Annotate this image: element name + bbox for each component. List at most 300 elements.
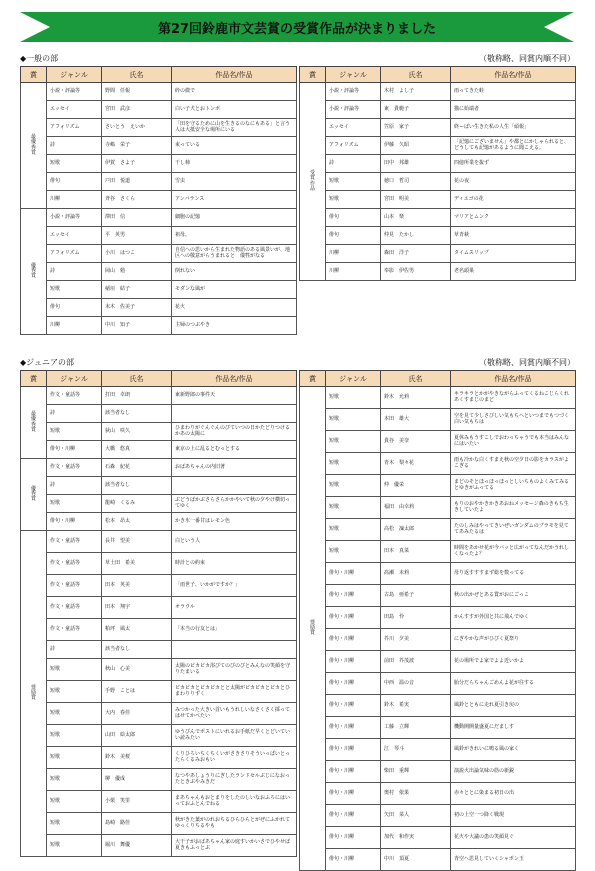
table-row: [300, 805, 576, 827]
work-cell: オラウル: [172, 597, 297, 619]
table-row: [300, 83, 576, 101]
col-award: 賞: [300, 67, 326, 83]
table-row: [300, 739, 576, 761]
award-cell: [300, 387, 326, 871]
table-row: [21, 245, 297, 263]
name-cell: 島崎 路佳: [102, 813, 172, 835]
name-cell: 堀川 舞優: [102, 835, 172, 857]
work-cell: 花火や大議の患の笑顔見ぐ: [451, 827, 576, 849]
genre-cell: 短歌: [326, 409, 381, 431]
table-row: [21, 747, 297, 769]
work-cell: 演説火出論気味の筋の新鋭: [451, 761, 576, 783]
table-row: [300, 629, 576, 651]
col-name: 氏名: [102, 371, 172, 387]
junior-section-header: [20, 357, 575, 369]
genre-cell: 俳句・川柳: [326, 849, 381, 871]
genre-cell: エッセイ: [47, 101, 102, 119]
work-cell: 風鈴とともに走れ夏引き戻の: [451, 695, 576, 717]
table-row: [300, 519, 576, 541]
table-row: [21, 513, 297, 531]
genre-cell: 俳句: [47, 299, 102, 317]
genre-cell: 俳句・川柳: [326, 629, 381, 651]
table-row: [300, 651, 576, 673]
name-cell: 長井 望美: [102, 531, 172, 553]
work-cell: [172, 405, 297, 423]
col-name: 氏名: [381, 67, 451, 83]
name-cell: 奥村 依果: [381, 783, 451, 805]
table-row: [300, 563, 576, 585]
name-cell: 該当者なし: [102, 477, 172, 495]
junior-section-note: （敬称略、同賞内順不同）: [479, 358, 575, 367]
table-header-row: [300, 371, 576, 387]
work-cell: キラキラとかがやきながらふってくるねこじらくれあくすまじのまど: [451, 387, 576, 409]
name-cell: 該当者なし: [102, 405, 172, 423]
genre-cell: 作文・童話等: [47, 553, 102, 575]
name-cell: 森田 洋子: [381, 245, 451, 263]
work-cell: 束っている: [172, 137, 297, 155]
table-header-row: [21, 371, 297, 387]
work-cell: 自信への思いから生まれた物語のある風景いが、地区への敬意がらうまれると 儀牲がなる: [172, 245, 297, 263]
table-row: [300, 827, 576, 849]
work-cell: アンバランス: [172, 191, 297, 209]
table-row: [21, 725, 297, 747]
genre-cell: アフォリズム: [47, 245, 102, 263]
work-cell: ひまわりがぐんぐんのびていつの日かたどりつけるかあの太陽に: [172, 423, 297, 441]
col-work: 作品名/作品: [451, 67, 576, 83]
genre-cell: 短歌: [47, 791, 102, 813]
table-row: [21, 119, 297, 137]
name-cell: 田本 真菜: [381, 541, 451, 563]
work-cell: 「雨世子、いかがですか？」: [172, 575, 297, 597]
work-cell: 雨も冷かな白くすまえ秋の空夕日の影をカラスがよこぎる: [451, 453, 576, 475]
work-cell: 時計との約束: [172, 553, 297, 575]
name-cell: 本田 雄大: [381, 409, 451, 431]
work-cell: 雪虫: [172, 173, 297, 191]
name-cell: 青木 梨々花: [381, 453, 451, 475]
genre-cell: 短歌: [47, 703, 102, 725]
work-cell: ディエゴの花: [451, 191, 576, 209]
work-cell: [172, 477, 297, 495]
name-cell: 大内 春佳: [102, 703, 172, 725]
table-row: [21, 263, 297, 281]
work-cell: 空を見て少しさびしい気もちへといつまでもつづく白い気もちは: [451, 409, 576, 431]
name-cell: 矢田 菜人: [381, 805, 451, 827]
genre-cell: 作文・童話等: [47, 597, 102, 619]
genre-cell: アフォリズム: [326, 137, 381, 155]
general-section-header: [20, 53, 575, 65]
general-section-label: ◆一般の部: [20, 54, 59, 63]
genre-cell: 短歌: [47, 155, 102, 173]
table-row: [21, 405, 297, 423]
name-cell: 伊藤 久昭: [381, 137, 451, 155]
work-cell: ピカピカとピカピカとと太陽がピカピカとピカとひまわりりずく: [172, 681, 297, 703]
table-row: [21, 681, 297, 703]
award-cell: [21, 83, 47, 209]
genre-cell: 短歌: [47, 747, 102, 769]
name-cell: 奉影 伊佐男: [381, 263, 451, 281]
genre-cell: エッセイ: [326, 119, 381, 137]
genre-cell: 短歌: [326, 453, 381, 475]
work-cell: 主婦のつぶやき: [172, 317, 297, 335]
work-cell: 「記憶にございません」や都とにかしゃられると、どうしても記憶があるように聞こえる。: [451, 137, 576, 155]
genre-cell: 短歌: [326, 173, 381, 191]
table-row: [21, 299, 297, 317]
genre-cell: 詩: [326, 155, 381, 173]
table-row: [21, 641, 297, 659]
work-cell: 白という人: [172, 531, 297, 553]
table-row: [21, 227, 297, 245]
work-cell: 秋の出かぜとある賞がおにごっこ: [451, 585, 576, 607]
table-row: [300, 137, 576, 155]
work-cell: なつやあしょうりにぎしたランドセルぶじになおったときぶやみきだ: [172, 769, 297, 791]
work-cell: 胎分だらちゃんごめんよ花が往する: [451, 673, 576, 695]
work-cell: 白い子犬とおトンボ: [172, 101, 297, 119]
table-row: [21, 531, 297, 553]
col-genre: ジャンル: [47, 67, 102, 83]
genre-cell: 詩: [47, 263, 102, 281]
junior-section-label: ◆ジュニアの部: [20, 358, 74, 367]
name-cell: 小川 はつこ: [102, 245, 172, 263]
work-cell: 干し柿: [172, 155, 297, 173]
name-cell: 仲 優栄: [381, 475, 451, 497]
table-row: [300, 783, 576, 805]
work-cell: 猫に始端者: [451, 101, 576, 119]
table-row: [300, 761, 576, 783]
work-cell: 「本当の行友とは」: [172, 619, 297, 641]
work-cell: 花の場所でよ家でよよ近いかよ: [451, 651, 576, 673]
genre-cell: 作文・童話等: [47, 459, 102, 477]
table-row: [21, 441, 297, 459]
name-cell: 末木 佐美子: [102, 299, 172, 317]
table-row: [21, 101, 297, 119]
work-cell: 太陽のピカピカ浴びてのびのびとみんなの笑顔を守りたまいる: [172, 659, 297, 681]
genre-cell: 俳句: [326, 209, 381, 227]
table-row: [300, 541, 576, 563]
table-row: [21, 769, 297, 791]
table-row: [21, 137, 297, 155]
genre-cell: 俳句・川柳: [47, 441, 102, 459]
work-cell: 雨ってきた蛙: [451, 83, 576, 101]
work-cell: 細胞の記憶: [172, 209, 297, 227]
name-cell: 工藤 立輝: [381, 717, 451, 739]
genre-cell: 短歌: [326, 497, 381, 519]
name-cell: 笠原 家子: [381, 119, 451, 137]
genre-cell: 詩: [47, 641, 102, 659]
genre-cell: 俳句・川柳: [326, 673, 381, 695]
work-cell: 祖母。: [172, 227, 297, 245]
col-name: 氏名: [102, 67, 172, 83]
genre-cell: 短歌: [326, 191, 381, 209]
genre-cell: 詩: [47, 137, 102, 155]
table-row: [300, 695, 576, 717]
table-row: [21, 83, 297, 101]
name-cell: 岡山 勉: [102, 263, 172, 281]
table-row: [300, 119, 576, 137]
genre-cell: 作文・童話等: [47, 531, 102, 553]
col-genre: ジャンル: [326, 371, 381, 387]
name-cell: 柴田 重輝: [381, 761, 451, 783]
work-cell: モダンな風が: [172, 281, 297, 299]
genre-cell: 短歌: [47, 835, 102, 857]
table-row: [21, 173, 297, 191]
work-cell: 老名頭巣: [451, 263, 576, 281]
name-cell: 打田 卓朗: [102, 387, 172, 405]
work-cell: みつかった大きい首いもうれしいなさくさく採ってはせてかべたい: [172, 703, 297, 725]
table-row: [300, 101, 576, 119]
name-cell: 荻山 咲久: [102, 423, 172, 441]
genre-cell: 俳句・川柳: [326, 585, 381, 607]
table-row: [21, 317, 297, 335]
table-row: [21, 597, 297, 619]
name-cell: 秋山 心美: [102, 659, 172, 681]
work-cell: たのしみはやってきいぜいガンダムのプラモを見ててあみたるは: [451, 519, 576, 541]
name-cell: 松本 昂太: [102, 513, 172, 531]
genre-cell: 俳句・川柳: [326, 761, 381, 783]
genre-cell: アフォリズム: [47, 119, 102, 137]
table-row: [300, 155, 576, 173]
name-cell: 田島 怜: [381, 607, 451, 629]
name-cell: 古島 亜希子: [381, 585, 451, 607]
work-cell: くりひろいちくちくいがさきさりそういっぱいとったらくるみおもい: [172, 747, 297, 769]
work-cell: かんすすが外国と共に飛んでゆく: [451, 607, 576, 629]
name-cell: 鈴木 希実: [381, 695, 451, 717]
award-cell: [300, 83, 326, 281]
work-cell: 東新野郎の事件天: [172, 387, 297, 405]
table-row: [21, 835, 297, 857]
name-cell: 宮田 明美: [381, 191, 451, 209]
table-row: [300, 585, 576, 607]
name-cell: 仲見 たかし: [381, 227, 451, 245]
genre-cell: 俳句・川柳: [326, 805, 381, 827]
award-label: 奨励賞: [30, 684, 36, 702]
work-cell: 東京の上に乱るとむっとする: [172, 441, 297, 459]
name-cell: 田中 邦雄: [381, 155, 451, 173]
name-cell: 江 琴斗: [381, 739, 451, 761]
title-banner: [20, 12, 574, 42]
genre-cell: 小説・評論等: [326, 101, 381, 119]
name-cell: 髙瀬 未莉: [381, 563, 451, 585]
name-cell: 芥川 夕美: [381, 629, 451, 651]
work-cell: 夏休みもうすこしでおわっちゃうでも本当はみんなにはいたい: [451, 431, 576, 453]
genre-cell: 小説・評論等: [47, 209, 102, 227]
name-cell: 野間 任報: [102, 83, 172, 101]
col-work: 作品名/作品: [172, 371, 297, 387]
name-cell: 該当者なし: [102, 641, 172, 659]
col-work: 作品名/作品: [451, 371, 576, 387]
genre-cell: 俳句・川柳: [47, 513, 102, 531]
name-cell: 加代 和作実: [381, 827, 451, 849]
table-row: [300, 191, 576, 209]
name-cell: 宮田 武彦: [102, 101, 172, 119]
table-row: [21, 191, 297, 209]
col-work: 作品名/作品: [172, 67, 297, 83]
work-cell: 母り返すすすまず総を数ってる: [451, 563, 576, 585]
general-left-table: [20, 66, 297, 335]
table-row: [300, 497, 576, 519]
table-row: [300, 209, 576, 227]
col-genre: ジャンル: [47, 371, 102, 387]
table-row: [21, 791, 297, 813]
genre-cell: 俳句・川柳: [326, 563, 381, 585]
name-cell: 前田 芥茂波: [381, 651, 451, 673]
award-cell: [21, 531, 47, 857]
table-row: [21, 423, 297, 441]
genre-cell: 俳句: [326, 227, 381, 245]
name-cell: 稲垣 結子: [102, 281, 172, 299]
name-cell: 東 貴範子: [381, 101, 451, 119]
genre-cell: 俳句・川柳: [326, 607, 381, 629]
name-cell: 田本 翔宇: [102, 597, 172, 619]
name-cell: 澤田 信: [102, 209, 172, 227]
genre-cell: 川柳: [47, 317, 102, 335]
genre-cell: 俳句・川柳: [326, 695, 381, 717]
genre-cell: 俳句: [47, 173, 102, 191]
name-cell: 福田 由幸莉: [381, 497, 451, 519]
table-row: [300, 453, 576, 475]
work-cell: マリアとムンク: [451, 209, 576, 227]
work-cell: にぎやかな声がひびく夏祭り: [451, 629, 576, 651]
award-label: 最優秀賞: [30, 411, 36, 433]
work-cell: 大干子がおばあちゃん家の庭すいかいさでひやせば夏きもふっとぶ: [172, 835, 297, 857]
name-cell: さいとう えいか: [102, 119, 172, 137]
genre-cell: 短歌: [326, 387, 381, 409]
genre-cell: エッセイ: [47, 227, 102, 245]
table-row: [21, 155, 297, 173]
table-row: [300, 607, 576, 629]
work-cell: ゆうびんでポストにいれるお手紙だ早くとどいていい読みたい: [172, 725, 297, 747]
col-genre: ジャンル: [326, 67, 381, 83]
award-label: 優秀賞: [30, 262, 36, 280]
work-cell: 赤々ととに染まる初日の出: [451, 783, 576, 805]
table-row: [300, 263, 576, 281]
name-cell: 中川 頂夏: [381, 849, 451, 871]
table-row: [300, 245, 576, 263]
name-cell: 戸田 悦道: [102, 173, 172, 191]
genre-cell: 短歌: [326, 541, 381, 563]
table-row: [21, 495, 297, 513]
table-row: [300, 227, 576, 245]
name-cell: 徳口 哲司: [381, 173, 451, 191]
name-cell: 中川 知子: [102, 317, 172, 335]
work-cell: 初の上空一つ降く戦現: [451, 805, 576, 827]
genre-cell: 俳句・川柳: [326, 717, 381, 739]
work-cell: [172, 641, 297, 659]
name-cell: 鈴木 美桜: [102, 747, 172, 769]
work-cell: 花火: [172, 299, 297, 317]
genre-cell: 短歌: [326, 519, 381, 541]
table-row: [300, 173, 576, 191]
genre-cell: 俳句・川柳: [326, 651, 381, 673]
genre-cell: 作文・童話等: [47, 575, 102, 597]
col-award: 賞: [21, 371, 47, 387]
work-cell: 風鈴がきれいに鳴る風の家く: [451, 739, 576, 761]
table-row: [21, 619, 297, 641]
table-row: [300, 387, 576, 409]
genre-cell: 俳句・川柳: [326, 783, 381, 805]
name-cell: 龍崎 くるみ: [102, 495, 172, 513]
name-cell: 粕坪 風太: [102, 619, 172, 641]
work-cell: 終ーばい生きた私の人生「頑報」: [451, 119, 576, 137]
name-cell: 石森 紀花: [102, 459, 172, 477]
name-cell: 堺 優成: [102, 769, 172, 791]
name-cell: 伊賀 さよ子: [102, 155, 172, 173]
genre-cell: 小説・評論等: [47, 83, 102, 101]
work-cell: おばあちゃんの内旧著: [172, 459, 297, 477]
name-cell: 大橋 悠真: [102, 441, 172, 459]
award-label: 受賞作品: [309, 170, 315, 192]
genre-cell: 俳句・川柳: [326, 827, 381, 849]
table-row: [21, 387, 297, 405]
genre-cell: 短歌: [47, 813, 102, 835]
name-cell: 鈴木 允莉: [381, 387, 451, 409]
name-cell: 平 英男: [102, 227, 172, 245]
table-row: [21, 281, 297, 299]
genre-cell: 短歌: [326, 475, 381, 497]
genre-cell: 短歌: [47, 281, 102, 299]
general-section-note: （敬称略、同賞内順不同）: [479, 54, 575, 63]
table-row: [21, 659, 297, 681]
genre-cell: 作文・童話等: [47, 619, 102, 641]
genre-cell: 小説・評論等: [326, 83, 381, 101]
work-cell: 秋がきた葉がのれおちるひらひらとがぜにふかれてゆっくりちるやも: [172, 813, 297, 835]
name-cell: 山本 楽: [381, 209, 451, 227]
table-row: [21, 813, 297, 835]
name-cell: 木村 よし子: [381, 83, 451, 101]
award-label: 奨励賞: [309, 619, 315, 637]
work-cell: 四億所業を抜ず: [451, 155, 576, 173]
genre-cell: 川柳: [326, 263, 381, 281]
table-row: [21, 703, 297, 725]
general-right-table: [299, 66, 576, 281]
name-cell: 寺嶋 栄子: [102, 137, 172, 155]
genre-cell: 短歌: [47, 769, 102, 791]
work-cell: 草青萩: [451, 227, 576, 245]
name-cell: 草土田 希美: [102, 553, 172, 575]
genre-cell: 短歌: [47, 659, 102, 681]
work-cell: 砕の微で: [172, 83, 297, 101]
work-cell: もりのおやかきかきあおねメッセージ森のきもち生きしていたよ: [451, 497, 576, 519]
table-row: [300, 673, 576, 695]
genre-cell: 詩: [47, 405, 102, 423]
work-cell: ぶどうばかぶさらさらかかやいて秋の夕やけ横切ってゆく: [172, 495, 297, 513]
name-cell: 貴谷 美奈: [381, 431, 451, 453]
genre-cell: 詩: [47, 477, 102, 495]
table-header-row: [300, 67, 576, 83]
work-cell: タイムスリップ: [451, 245, 576, 263]
name-cell: 小栗 笑里: [102, 791, 172, 813]
table-row: [21, 209, 297, 227]
work-cell: まどのそとほっほっほっとしいちものよくみてみるとゆきがふってる: [451, 475, 576, 497]
award-label: 優秀賞: [30, 485, 36, 503]
name-cell: 斉谷 さくら: [102, 191, 172, 209]
table-row: [300, 849, 576, 871]
page-title: 第27回鈴鹿市文芸賞の受賞作品が決まりました: [157, 21, 437, 37]
genre-cell: 短歌: [47, 725, 102, 747]
genre-cell: 短歌: [47, 423, 102, 441]
col-award: 賞: [300, 371, 326, 387]
genre-cell: 短歌: [326, 431, 381, 453]
work-cell: 時間をあかせ花が今バッと広がってなんだかうれしくなったよ？: [451, 541, 576, 563]
work-cell: 倒れない: [172, 263, 297, 281]
name-cell: 高松 凜太郎: [381, 519, 451, 541]
work-cell: 花の夜: [451, 173, 576, 191]
work-cell: かき氷一番甘はレモン色: [172, 513, 297, 531]
table-row: [300, 409, 576, 431]
col-name: 氏名: [381, 371, 451, 387]
junior-left-table: [20, 370, 297, 857]
work-cell: 「田を守るために山を生きるのなにもある」と言う人は大抵安全な場所にいる: [172, 119, 297, 137]
table-row: [300, 717, 576, 739]
